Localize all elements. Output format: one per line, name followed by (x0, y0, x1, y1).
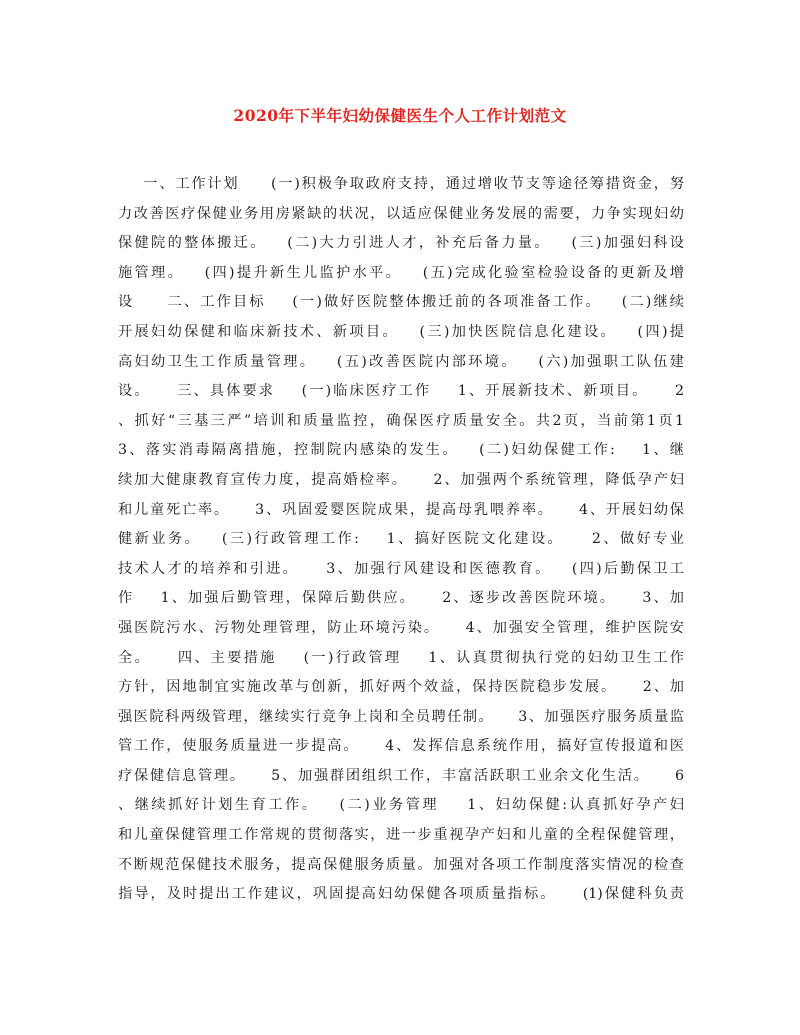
paragraph-line: 不断规范保健技术服务，提高保健服务质量。加强对各项工作制度落实情况的检查 (118, 856, 684, 873)
paragraph-line: 3、落实消毒隔离措施，控制院内感染的发生。 (二)妇幼保健工作: 1、继 (118, 442, 684, 459)
paragraph-line: 一、工作计划 (一)积极争取政府支持，通过增收节支等途径筹措资金，努 (118, 176, 684, 192)
paragraph-line: 强医院科两级管理，继续实行竞争上岗和全员聘任制。 3、加强医疗服务质量监 (118, 708, 684, 725)
paragraph-line: 保健院的整体搬迁。 (二)大力引进人才，补充后备力量。 (三)加强妇科设 (118, 235, 684, 252)
paragraph-line: 技术人才的培养和引进。 3、加强行风建设和医德教育。 (四)后勤保卫工 (118, 560, 684, 577)
paragraph-line: 全。 四、主要措施 (一)行政管理 1、认真贯彻执行党的妇幼卫生工作 (118, 649, 684, 666)
paragraph-line: 作 1、加强后勤管理，保障后勤供应。 2、逐步改善医院环境。 3、加 (118, 590, 684, 607)
paragraph-line: 方针，因地制宜实施改革与创新，抓好两个效益，保持医院稳步发展。 2、加 (118, 679, 684, 696)
paragraph-line: 施管理。 (四)提升新生儿监护水平。 (五)完成化验室检验设备的更新及增 (118, 264, 684, 281)
paragraph-line: 管工作，使服务质量进一步提高。 4、发挥信息系统作用，搞好宣传报道和医 (118, 738, 684, 755)
document-title: 2020年下半年妇幼保健医生个人工作计划范文 (233, 106, 567, 125)
paragraph-line: 设。 三、具体要求 (一)临床医疗工作 1、开展新技术、新项目。 2 (118, 383, 684, 400)
paragraph-line: 强医院污水、污物处理管理，防止环境污染。 4、加强安全管理，维护医院安 (118, 619, 684, 636)
paragraph-line: 开展妇幼保健和临床新技术、新项目。 (三)加快医院信息化建设。 (四)提 (118, 323, 684, 340)
paragraph-line: 健新业务。 (三)行政管理工作: 1、搞好医院文化建设。 2、做好专业 (118, 531, 684, 548)
paragraph-line: 、抓好“三基三严”培训和质量监控，确保医疗质量安全。共2页，当前第1页1 (118, 412, 684, 429)
paragraph-line: 设 二、工作目标 (一)做好医院整体搬迁前的各项准备工作。 (二)继续 (118, 294, 684, 311)
paragraph-line: 疗保健信息管理。 5、加强群团组织工作，丰富活跃职工业余文化生活。 6 (118, 767, 684, 784)
document-body (118, 170, 684, 910)
paragraph-line: 力改善医疗保健业务用房紧缺的状况，以适应保健业务发展的需要，力争实现妇幼 (118, 205, 684, 222)
paragraph-line: 和儿童死亡率。 3、巩固爱婴医院成果，提高母乳喂养率。 4、开展妇幼保 (118, 501, 684, 518)
paragraph-line: 指导，及时提出工作建议，巩固提高妇幼保健各项质量指标。 (1)保健科负责 (118, 886, 684, 903)
paragraph-line: 续加大健康教育宣传力度，提高婚检率。 2、加强两个系统管理，降低孕产妇 (118, 471, 684, 488)
paragraph-line: 和儿童保健管理工作常规的贯彻落实，进一步重视孕产妇和儿童的全程保健管理， (118, 827, 684, 844)
paragraph-line: 、继续抓好计划生育工作。 (二)业务管理 1、妇幼保健:认真抓好孕产妇 (118, 797, 684, 814)
paragraph-line: 高妇幼卫生工作质量管理。 (五)改善医院内部环境。 (六)加强职工队伍建 (118, 353, 684, 370)
